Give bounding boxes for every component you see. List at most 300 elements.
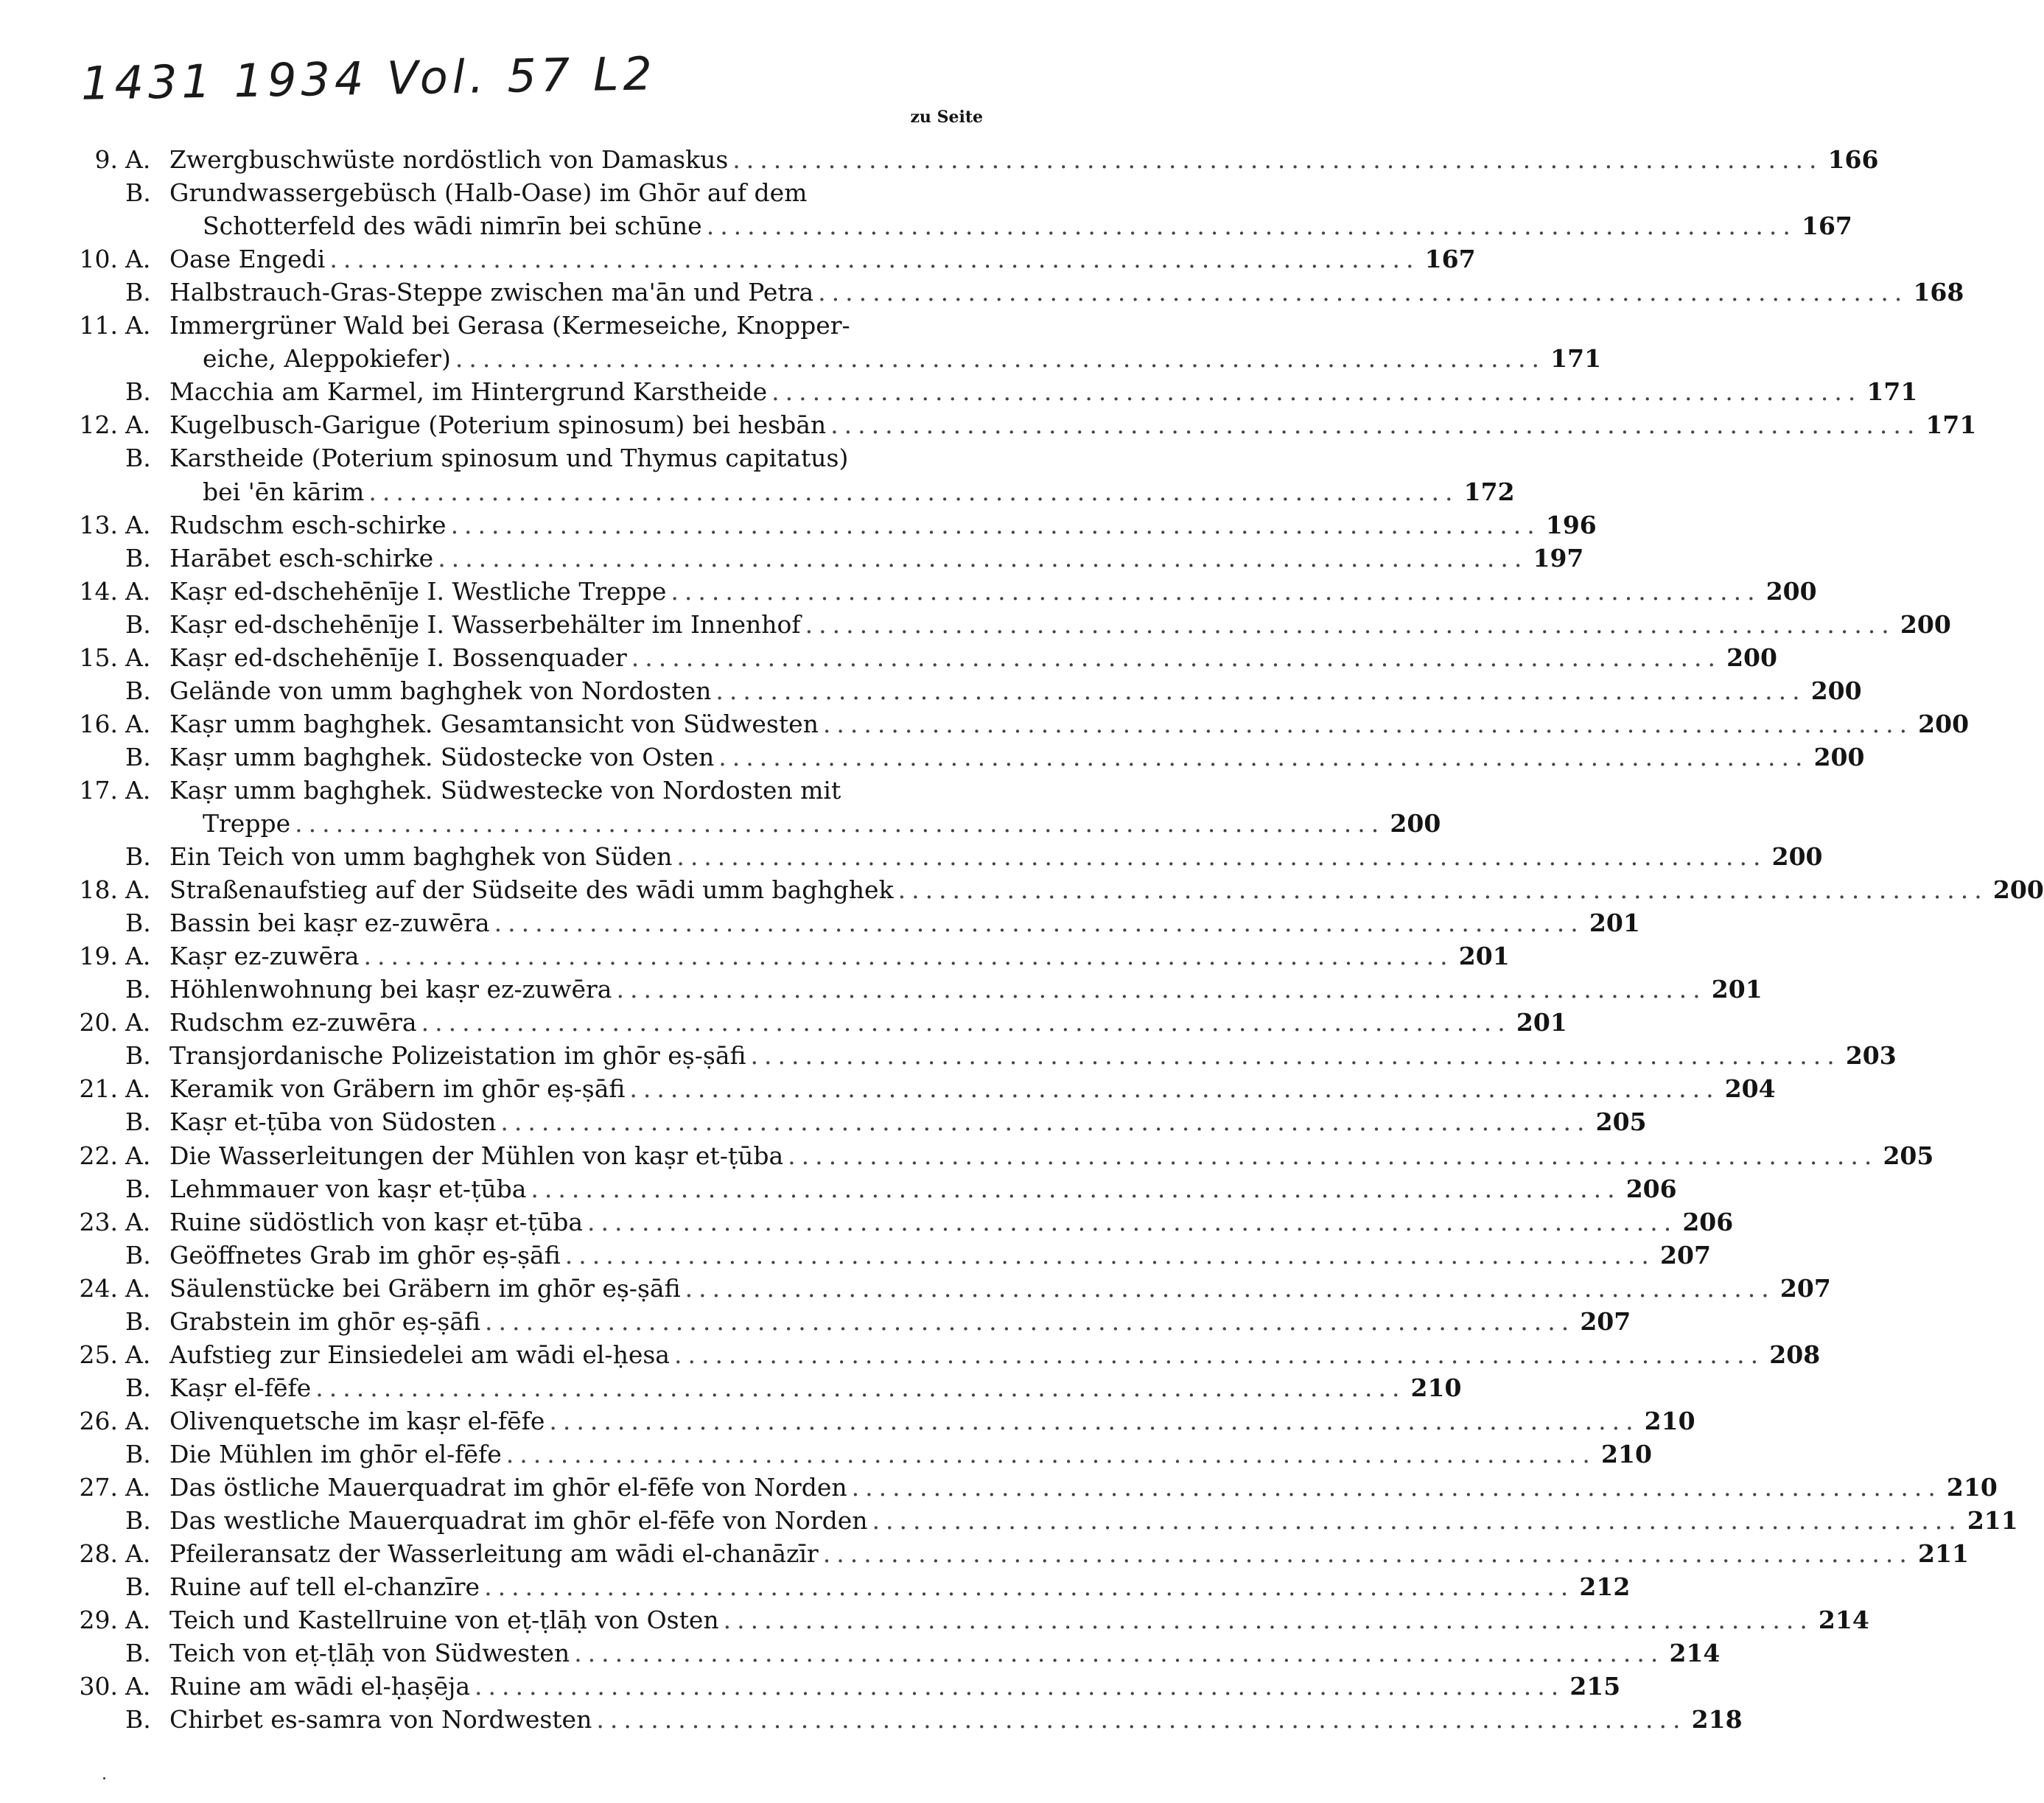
plate-letter: A.: [125, 875, 151, 904]
plate-letter: B.: [125, 1041, 151, 1070]
plate-number: 15.: [79, 643, 118, 672]
plate-letter: B.: [125, 743, 151, 771]
page-number: 215: [1569, 1672, 1621, 1701]
entry-line: [169, 907, 1640, 939]
plate-number: 10.: [79, 245, 118, 273]
toc-entry: [44, 1637, 1721, 1670]
toc-entry: [44, 1073, 1776, 1105]
plate-letter: A.: [125, 1407, 151, 1435]
toc-entry: [44, 542, 1584, 575]
plate-letter: B.: [125, 1440, 151, 1468]
entry-title: Die Wasserleitungen der Mühlen von kaṣr et-ṭūba: [169, 1141, 784, 1170]
entry-line: [169, 874, 2044, 906]
plate-number: 26.: [79, 1407, 118, 1435]
dot-leader: ................................................................................: [872, 1506, 1962, 1535]
toc-entry: [44, 1670, 1621, 1703]
entry-title: Treppe: [203, 809, 291, 838]
dot-leader: ................................................................................: [505, 1440, 1596, 1468]
entry-line: [169, 1206, 1734, 1239]
plate-letter: B.: [125, 1705, 151, 1734]
plate-letter: B.: [125, 377, 151, 406]
plate-number: 17.: [79, 776, 118, 805]
plate-number: 13.: [79, 511, 118, 539]
page-number: 200: [1390, 809, 1441, 838]
toc-entry: [44, 973, 1763, 1006]
entry-line: [169, 1272, 1831, 1305]
entry-title: Pfeileransatz der Wasserleitung am wādi el-chanāzīr: [169, 1539, 819, 1568]
plate-number: 25.: [79, 1340, 118, 1369]
dot-leader: ................................................................................: [329, 245, 1420, 273]
plate-letter: B.: [125, 908, 151, 937]
toc-entry: [44, 1206, 1734, 1239]
plate-letter: A.: [125, 410, 151, 439]
dot-leader: ................................................................................: [455, 344, 1546, 373]
entry-line: [169, 1040, 1897, 1072]
entry-line: [169, 1006, 1567, 1039]
plate-letter: A.: [125, 643, 151, 672]
plate-letter: B.: [125, 1174, 151, 1203]
plate-number: 16.: [79, 710, 118, 738]
entry-title: Rudschm esch-schirke: [169, 511, 447, 539]
entry-title: Kaṣr ez-zuwēra: [169, 942, 360, 970]
toc-entry: [44, 276, 1964, 309]
plate-letter: A.: [125, 1606, 151, 1634]
page-number: 200: [1726, 643, 1777, 672]
plate-letter: A.: [125, 1074, 151, 1103]
plate-letter: B.: [125, 1639, 151, 1667]
page-number: 200: [1900, 610, 1951, 639]
entry-title: Teich und Kastellruine von eṭ-ṭlāḥ von Osten: [169, 1606, 719, 1634]
dot-leader: ................................................................................: [673, 1340, 1765, 1369]
page-number: 207: [1660, 1241, 1711, 1270]
toc-entry: [44, 210, 1852, 242]
toc-entry: [44, 1006, 1567, 1039]
entry-line: [169, 973, 1763, 1006]
entry-title: Ruine am wādi el-ḥaṣēja: [169, 1672, 471, 1701]
entry-line: [203, 210, 1852, 242]
toc-entry: [44, 774, 995, 807]
dot-leader: ................................................................................: [822, 1539, 1913, 1568]
entry-line: [203, 476, 1515, 508]
page-number: 211: [1967, 1506, 2018, 1535]
page-number: 218: [1691, 1705, 1743, 1734]
page-number: 201: [1711, 975, 1763, 1004]
plate-number: 28.: [79, 1539, 118, 1568]
plate-letter: B.: [125, 610, 151, 639]
toc-entry: [44, 907, 1640, 939]
dot-leader: ................................................................................: [671, 577, 1761, 606]
entry-title: Immergrüner Wald bei Gerasa (Kermeseiche, Knopper-: [169, 311, 850, 340]
dot-leader: ................................................................................: [421, 1008, 1511, 1037]
entry-title: Säulenstücke bei Gräbern im ghōr eṣ-ṣāfi: [169, 1274, 681, 1303]
toc-entry: [44, 1471, 1998, 1504]
plate-letter: B.: [125, 842, 151, 871]
entry-line: [169, 841, 1823, 873]
entry-line: [169, 376, 1918, 408]
entry-title: Zwergbuschwüste nordöstlich von Damaskus: [169, 145, 729, 174]
entry-line: [169, 1505, 2018, 1537]
entry-title: Olivenquetsche im kaṣr el-fēfe: [169, 1407, 545, 1435]
entry-title: Kugelbusch-Garigue (Poterium spinosum) bei hesbān: [169, 410, 827, 439]
plate-letter: B.: [125, 178, 151, 207]
plate-letter: A.: [125, 245, 151, 273]
entry-title: Straßenaufstieg auf der Südseite des wādi umm baghghek: [169, 875, 894, 904]
entry-title: Harābet esch-schirke: [169, 544, 434, 573]
entry-line: [169, 1173, 1677, 1205]
entry-line: [169, 177, 995, 209]
plate-letter: B.: [125, 1107, 151, 1136]
entry-title: Karstheide (Poterium spinosum und Thymus capitatus): [169, 444, 849, 472]
plate-letter: B.: [125, 1572, 151, 1601]
plate-number: 11.: [79, 311, 118, 340]
entry-title: Oase Engedi: [169, 245, 326, 273]
plate-letter: B.: [125, 1373, 151, 1402]
page-number: 207: [1580, 1307, 1631, 1336]
toc-entry: [44, 874, 2044, 906]
page-number: 206: [1682, 1208, 1734, 1236]
entry-line: [169, 1405, 1695, 1438]
plate-number: 9.: [94, 145, 118, 174]
toc-entry: [44, 940, 1510, 973]
page-number: 167: [1424, 245, 1476, 273]
page-number: 210: [1601, 1440, 1652, 1468]
entry-title: Keramik von Gräbern im ghōr eṣ-ṣāfi: [169, 1074, 626, 1103]
plate-letter: A.: [125, 1340, 151, 1369]
entry-line: [169, 1438, 1652, 1471]
plate-letter: A.: [125, 1274, 151, 1303]
entry-line: [169, 243, 1476, 276]
dot-leader: ................................................................................: [732, 145, 1823, 174]
page-number: 214: [1669, 1639, 1721, 1667]
dot-leader: ................................................................................: [500, 1107, 1591, 1136]
dot-leader: ................................................................................: [475, 1672, 1565, 1701]
entry-title: Lehmmauer von kaṣr et-ṭūba: [169, 1174, 527, 1203]
entry-line: [169, 1372, 1462, 1404]
dot-leader: ................................................................................: [315, 1373, 1406, 1402]
dot-leader: ................................................................................: [438, 544, 1528, 573]
page-number: 168: [1913, 278, 1964, 307]
entry-title: Aufstieg zur Einsiedelei am wādi el-ḥesa: [169, 1340, 670, 1369]
toc-entry: [44, 243, 1476, 276]
dot-leader: ................................................................................: [368, 477, 1459, 506]
plate-letter: B.: [125, 444, 151, 472]
dot-leader: ................................................................................: [805, 610, 1895, 639]
toc-entry: [44, 1704, 1743, 1736]
entry-title: Schotterfeld des wādi nimrīn bei schūne: [203, 211, 702, 240]
entry-line: [169, 1604, 1869, 1636]
plate-letter: A.: [125, 942, 151, 970]
toc-entry: [44, 1405, 1695, 1438]
dot-leader: ................................................................................: [549, 1407, 1639, 1435]
toc-entry: [44, 1173, 1677, 1205]
entry-title: Bassin bei kaṣr ez-zuwēra: [169, 908, 490, 937]
entry-line: [169, 1239, 1711, 1272]
toc-entry: [44, 1272, 1831, 1305]
plate-letter: A.: [125, 1008, 151, 1037]
toc-entry: [44, 1339, 1821, 1371]
dot-leader: ................................................................................: [788, 1141, 1878, 1170]
toc-entry: [44, 1106, 1647, 1138]
entry-line: [203, 343, 1602, 375]
page-number: 196: [1545, 511, 1597, 539]
entry-line: [169, 708, 1970, 741]
plate-number: 23.: [79, 1208, 118, 1236]
entry-line: [169, 542, 1584, 575]
toc-entry: [44, 343, 1602, 375]
page-number: 205: [1883, 1141, 1934, 1170]
entry-line: [169, 1704, 1743, 1736]
toc-entry: [44, 409, 1977, 441]
page-number: 212: [1579, 1572, 1631, 1601]
plate-letter: A.: [125, 1473, 151, 1502]
toc-entry: [44, 309, 995, 342]
plate-number: 19.: [79, 942, 118, 970]
dot-leader: ................................................................................: [830, 410, 1921, 439]
dot-leader: ................................................................................: [676, 842, 1767, 871]
entry-line: [169, 774, 995, 807]
toc-entry: [44, 376, 1918, 408]
entry-title: Transjordanische Polizeistation im ghōr eṣ-ṣāfi: [169, 1041, 746, 1070]
dot-leader: ................................................................................: [718, 743, 1809, 771]
toc-entry: [44, 442, 995, 475]
dot-leader: ................................................................................: [587, 1208, 1678, 1236]
entry-line: [169, 276, 1964, 309]
entry-line: [169, 575, 1817, 608]
page-number: 166: [1827, 145, 1879, 174]
toc-entry: [44, 642, 1777, 674]
entry-line: [169, 1538, 1969, 1570]
page-number: 200: [1765, 577, 1817, 606]
page-number: 211: [1918, 1539, 1969, 1568]
dot-leader: ................................................................................: [574, 1639, 1665, 1667]
toc-entry: [44, 177, 995, 209]
dot-leader: ................................................................................: [564, 1241, 1655, 1270]
dot-leader: ................................................................................: [596, 1705, 1687, 1734]
plate-number: 21.: [79, 1074, 118, 1103]
entry-title: Ein Teich von umm baghghek von Süden: [169, 842, 673, 871]
plate-letter: A.: [125, 145, 151, 174]
toc-entry: [44, 1306, 1631, 1338]
plate-number: 14.: [79, 577, 118, 606]
entry-line: [169, 940, 1510, 973]
dot-leader: ................................................................................: [450, 511, 1541, 539]
page-number: 205: [1595, 1107, 1647, 1136]
toc-entry: [44, 575, 1817, 608]
plate-letter: A.: [125, 710, 151, 738]
plate-number: 12.: [79, 410, 118, 439]
page-number: 171: [1925, 410, 1977, 439]
entry-title: Kaṣr et-ṭūba von Südosten: [169, 1107, 497, 1136]
plate-letter: B.: [125, 975, 151, 1004]
dot-leader: ................................................................................: [715, 676, 1806, 705]
entry-title: Das westliche Mauerquadrat im ghōr el-fēfe von Norden: [169, 1506, 868, 1535]
toc-entry: [44, 1239, 1711, 1272]
toc-entry: [44, 708, 1970, 741]
page-number: 214: [1818, 1606, 1869, 1634]
plate-letter: B.: [125, 1307, 151, 1336]
dot-leader: ................................................................................: [629, 1074, 1720, 1103]
toc-entry: [44, 1604, 1869, 1636]
entry-title: Kaṣr ed-dschehēnīje I. Bossenquader: [169, 643, 627, 672]
dot-leader: ................................................................................: [897, 875, 1988, 904]
entry-line: [169, 609, 1951, 641]
toc-entry: [44, 1438, 1652, 1471]
page-number: 201: [1458, 942, 1510, 970]
entry-line: [169, 1306, 1631, 1338]
toc-entry: [44, 1538, 1969, 1570]
plate-letter: A.: [125, 511, 151, 539]
dot-leader: ................................................................................: [485, 1307, 1575, 1336]
page-number: 200: [1813, 743, 1865, 771]
plate-number: 18.: [79, 875, 118, 904]
entry-title: Geöffnetes Grab im ghōr eṣ-ṣāfi: [169, 1241, 561, 1270]
entry-title: Das östliche Mauerquadrat im ghōr el-fēfe von Norden: [169, 1473, 847, 1502]
toc-entry: [44, 1571, 1631, 1603]
plate-letter: B.: [125, 1241, 151, 1270]
page-number: 206: [1625, 1174, 1677, 1203]
dot-leader: ................................................................................: [818, 278, 1908, 307]
dot-leader: ................................................................................: [363, 942, 1454, 970]
entry-title: Chirbet es-samra von Nordwesten: [169, 1705, 592, 1734]
entry-line: [169, 1073, 1776, 1105]
entry-title: eiche, Aleppokiefer): [203, 344, 451, 373]
entry-title: Höhlenwohnung bei kaṣr ez-zuwēra: [169, 975, 612, 1004]
dot-leader: ................................................................................: [706, 211, 1796, 240]
dot-leader: ................................................................................: [750, 1041, 1841, 1070]
entry-title: Ruine auf tell el-chanzīre: [169, 1572, 480, 1601]
handwritten-catalog-note: 1431 1934 Vol. 57 L2: [80, 46, 657, 111]
entry-line: [169, 1670, 1621, 1703]
toc-entry: [44, 609, 1951, 641]
page-number: 203: [1845, 1041, 1897, 1070]
dot-leader: ................................................................................: [822, 710, 1914, 738]
page-number: 207: [1779, 1274, 1831, 1303]
plate-letter: A.: [125, 577, 151, 606]
page-number: 208: [1769, 1340, 1821, 1369]
toc-entry: [44, 509, 1597, 542]
entry-line: [169, 442, 995, 475]
plate-letter: B.: [125, 544, 151, 573]
plate-letter: A.: [125, 1141, 151, 1170]
toc-entry: [44, 808, 1441, 840]
entry-line: [169, 1571, 1631, 1603]
stray-mark: [103, 1777, 105, 1779]
entry-line: [169, 642, 1777, 674]
entry-title: Kaṣr umm baghghek. Gesamtansicht von Südwesten: [169, 710, 819, 738]
toc-entry: [44, 1372, 1462, 1404]
page-number: 167: [1802, 211, 1852, 240]
entry-title: Kaṣr umm baghghek. Südwestecke von Nordosten mit: [169, 776, 841, 805]
dot-leader: ................................................................................: [295, 809, 1385, 838]
entry-line: [169, 509, 1597, 542]
plate-number: 27.: [79, 1473, 118, 1502]
dot-leader: ................................................................................: [616, 975, 1707, 1004]
page-number: 200: [1992, 875, 2044, 904]
toc-entry: [44, 841, 1823, 873]
dot-leader: ................................................................................: [484, 1572, 1575, 1601]
dot-leader: ................................................................................: [531, 1174, 1621, 1203]
plate-letter: B.: [125, 1506, 151, 1535]
plate-number: 22.: [79, 1141, 118, 1170]
dot-leader: ................................................................................: [723, 1606, 1813, 1634]
entry-title: Kaṣr ed-dschehēnīje I. Westliche Treppe: [169, 577, 667, 606]
column-header: zu Seite: [910, 108, 983, 127]
entry-title: Macchia am Karmel, im Hintergrund Karstheide: [169, 377, 768, 406]
plate-number: 20.: [79, 1008, 118, 1037]
page-number: 197: [1533, 544, 1584, 573]
page-number: 200: [1810, 676, 1862, 705]
entry-line: [169, 1339, 1821, 1371]
entry-line: [169, 144, 1879, 176]
plate-number: 24.: [79, 1274, 118, 1303]
page-number: 171: [1866, 377, 1918, 406]
plate-letter: A.: [125, 776, 151, 805]
dot-leader: ................................................................................: [771, 377, 1862, 406]
entry-title: Grundwassergebüsch (Halb-Oase) im Ghōr auf dem: [169, 178, 808, 207]
page-number: 210: [1410, 1373, 1462, 1402]
entry-title: Gelände von umm baghghek von Nordosten: [169, 676, 712, 705]
plate-number: 30.: [79, 1672, 118, 1701]
page-number: 200: [1771, 842, 1823, 871]
page-number: 210: [1946, 1473, 1998, 1502]
toc-entry: [44, 1040, 1897, 1072]
page-number: 201: [1516, 1008, 1567, 1037]
toc-entry: [44, 675, 1862, 707]
entry-line: [169, 1471, 1998, 1504]
page-number: 172: [1463, 477, 1515, 506]
entry-title: Halbstrauch-Gras-Steppe zwischen ma'ān und Petra: [169, 278, 814, 307]
entry-title: Die Mühlen im ghōr el-fēfe: [169, 1440, 502, 1468]
dot-leader: ................................................................................: [631, 643, 1721, 672]
entry-line: [169, 741, 1865, 774]
toc-entry: [44, 741, 1865, 774]
entry-line: [169, 409, 1977, 441]
entry-line: [169, 675, 1862, 707]
plate-letter: A.: [125, 1539, 151, 1568]
dot-leader: ................................................................................: [685, 1274, 1775, 1303]
toc-entry: [44, 476, 1515, 508]
entry-title: Kaṣr umm baghghek. Südostecke von Osten: [169, 743, 715, 771]
page-number: 204: [1724, 1074, 1776, 1103]
entry-title: Grabstein im ghōr eṣ-ṣāfi: [169, 1307, 481, 1336]
toc-entry: [44, 144, 1879, 176]
entry-title: Teich von eṭ-ṭlāḥ von Südwesten: [169, 1639, 570, 1667]
plate-letter: A.: [125, 1208, 151, 1236]
toc-entry: [44, 1140, 1934, 1172]
plate-letter: B.: [125, 278, 151, 307]
entry-line: [203, 808, 1441, 840]
plate-number: 29.: [79, 1606, 118, 1634]
entry-line: [169, 1637, 1721, 1670]
dot-leader: ................................................................................: [851, 1473, 1942, 1502]
entry-title: Ruine südöstlich von kaṣr et-ṭūba: [169, 1208, 584, 1236]
page-number: 201: [1589, 908, 1640, 937]
page-number: 200: [1918, 710, 1970, 738]
page-number: 171: [1550, 344, 1602, 373]
entry-title: bei 'ēn kārim: [203, 477, 365, 506]
entry-title: Kaṣr el-fēfe: [169, 1373, 312, 1402]
entry-line: [169, 309, 995, 342]
entry-line: [169, 1140, 1934, 1172]
plate-letter: A.: [125, 1672, 151, 1701]
entry-line: [169, 1106, 1647, 1138]
plate-letter: B.: [125, 676, 151, 705]
entry-title: Rudschm ez-zuwēra: [169, 1008, 417, 1037]
toc-entry: [44, 1505, 2018, 1537]
entry-title: Kaṣr ed-dschehēnīje I. Wasserbehälter im Innenhof: [169, 610, 801, 639]
plate-letter: A.: [125, 311, 151, 340]
dot-leader: ................................................................................: [494, 908, 1584, 937]
